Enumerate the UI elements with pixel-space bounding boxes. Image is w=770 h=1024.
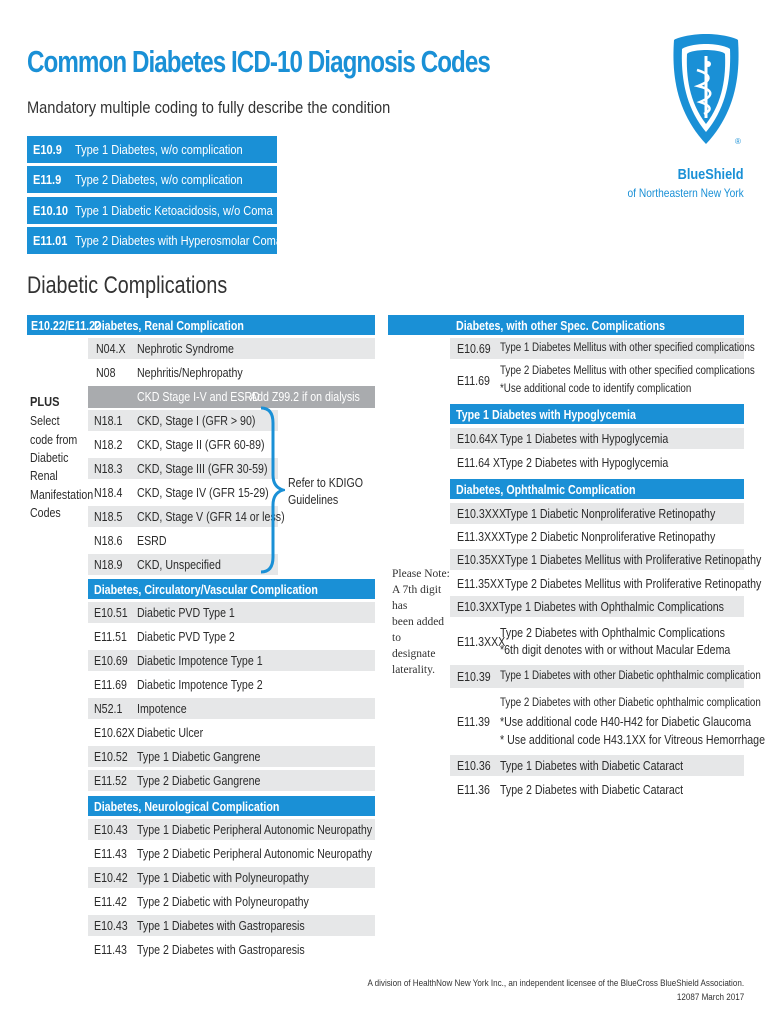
other-spec-title: Diabetes, with other Spec. Complications (456, 318, 666, 333)
code: E10.64X (457, 432, 498, 446)
note-line: A 7th digit has (392, 584, 442, 612)
description: Type 1 Diabetes with other Diabetic ophthalmic complication (500, 670, 761, 682)
description: Type 2 Diabetes with Diabetic Cataract (500, 783, 684, 797)
code: N52.1 (94, 702, 123, 716)
description: Type 1 Diabetic Nonproliferative Retinopathy (505, 507, 716, 521)
code: N18.5 (94, 510, 123, 524)
code: E10.9 (33, 142, 62, 157)
description: Type 1 Diabetes Mellitus with other specified complications (500, 342, 755, 354)
description: CKD, Stage IV (GFR 15-29) (137, 486, 269, 500)
registered-mark: ® (735, 137, 741, 146)
code: N18.4 (94, 486, 123, 500)
description: Type 1 Diabetic Gangrene (137, 750, 261, 764)
note-line: laterality. (392, 664, 435, 676)
code: N18.9 (94, 558, 123, 572)
description: Nephrotic Syndrome (137, 342, 234, 356)
code: E10.42 (94, 871, 128, 885)
description: ESRD (137, 534, 167, 548)
renal-header (27, 315, 375, 335)
neuro-title: Diabetes, Neurological Complication (94, 799, 280, 814)
code: E10.10 (33, 203, 69, 218)
note-line: Please Note: (392, 568, 450, 580)
description: * Use additional code H43.1XX for Vitreous Hemorrhage (500, 733, 765, 747)
description: Type 2 Diabetic Peripheral Autonomic Neuropathy (137, 847, 373, 861)
code: E11.36 (457, 783, 490, 797)
description: *6th digit denotes with or without Macular Edema (500, 643, 731, 657)
code: E11.64 X (457, 456, 500, 470)
code: E10.69 (94, 654, 128, 668)
top-code-row (27, 166, 277, 193)
description: *Use additional code H40-H42 for Diabetic Glaucoma (500, 715, 752, 729)
code: E11.3XXX (457, 530, 506, 544)
hypo-title: Type 1 Diabetes with Hypoglycemia (456, 407, 636, 422)
plus-text: Diabetic (30, 451, 69, 465)
kdigo-label: Refer to KDIGO (288, 476, 363, 490)
code: E10.43 (94, 919, 128, 933)
description: Type 2 Diabetic Gangrene (137, 774, 261, 788)
description: CKD, Stage III (GFR 30-59) (137, 462, 268, 476)
description: Type 1 Diabetes, w/o complication (75, 142, 243, 157)
code: E11.43 (94, 943, 127, 957)
page-title: Common Diabetes ICD-10 Diagnosis Codes (27, 44, 490, 79)
description: Type 2 Diabetes, w/o complication (75, 172, 243, 187)
plus-text: Select (30, 414, 60, 428)
code: E10.51 (94, 606, 128, 620)
hypo-header (450, 404, 744, 424)
note-line: been added to (392, 616, 445, 644)
laterality-note (392, 566, 452, 678)
description: Nephritis/Nephropathy (137, 366, 243, 380)
code: E10.36 (457, 759, 491, 773)
description: Impotence (137, 702, 187, 716)
page-subtitle: Mandatory multiple coding to fully describe the condition (27, 98, 391, 117)
description: CKD, Stage II (GFR 60-89) (137, 438, 265, 452)
code: E10.3XXX (457, 507, 507, 521)
kdigo-label: Guidelines (288, 493, 339, 507)
plus-text: code from (30, 433, 78, 447)
note-line: designate (392, 648, 436, 660)
code: E10.35XX (457, 553, 505, 567)
code: E11.3XXX (457, 635, 506, 649)
blueshield-logo-icon (670, 30, 742, 150)
description: Type 2 Diabetes with other Diabetic ophthalmic complication (500, 697, 761, 709)
ophth-header (450, 479, 744, 499)
code: E10.69 (457, 342, 491, 356)
plus-text: Manifestation (30, 488, 94, 502)
description: Diabetic Impotence Type 1 (137, 654, 263, 668)
code: E11.69 (94, 678, 127, 692)
other-spec-header (388, 315, 744, 335)
code: E10.52 (94, 750, 128, 764)
circulatory-title: Diabetes, Circulatory/Vascular Complication (94, 582, 318, 597)
code: N18.3 (94, 462, 123, 476)
ophth-title: Diabetes, Ophthalmic Complication (456, 482, 636, 497)
code: N04.X (96, 342, 126, 356)
description: *Use additional code to identify complication (500, 383, 692, 395)
top-code-row (27, 197, 277, 224)
code: E11.01 (33, 233, 68, 248)
bracket-icon (255, 405, 285, 580)
description: Type 2 Diabetes with Hyperosmolar Coma (75, 233, 282, 248)
neuro-header (88, 796, 375, 816)
renal-code: E10.22/E11.22 (31, 318, 101, 333)
code: N08 (96, 366, 116, 380)
logo-subtitle: of Northeastern New York (627, 186, 744, 200)
ckd-header-label: CKD Stage I-V and ESRD (137, 390, 260, 404)
code: E11.69 (457, 374, 490, 388)
plus-text: Codes (30, 506, 61, 520)
top-code-row (27, 136, 277, 163)
code: E10.62X (94, 726, 135, 740)
description: Diabetic PVD Type 1 (137, 606, 235, 620)
description: Type 1 Diabetes with Gastroparesis (137, 919, 305, 933)
plus-label: PLUS (30, 394, 60, 409)
code: E11.51 (94, 630, 127, 644)
description: Type 2 Diabetic Nonproliferative Retinopathy (505, 530, 716, 544)
description: CKD, Stage I (GFR > 90) (137, 414, 256, 428)
description: Type 1 Diabetic Ketoacidosis, w/o Coma (75, 203, 273, 218)
renal-title: Diabetes, Renal Complication (94, 318, 244, 333)
description: Diabetic Impotence Type 2 (137, 678, 263, 692)
code: N18.1 (94, 414, 123, 428)
code: E11.43 (94, 847, 127, 861)
ckd-note: Add Z99.2 if on dialysis (250, 390, 360, 404)
description: Type 2 Diabetes with Ophthalmic Complications (500, 626, 726, 640)
logo-name: BlueShield (678, 166, 744, 183)
description: Type 1 Diabetes with Hypoglycemia (500, 432, 669, 446)
footer-disclaimer: A division of HealthNow New York Inc., an independent licensee of the BlueCross BlueShield Association. (367, 978, 744, 989)
footer-date: 12087 March 2017 (676, 992, 744, 1003)
code: E11.39 (457, 715, 490, 729)
top-code-row (27, 227, 282, 254)
code: E10.43 (94, 823, 128, 837)
description: Type 2 Diabetes with Gastroparesis (137, 943, 305, 957)
code: N18.6 (94, 534, 123, 548)
description: Diabetic Ulcer (137, 726, 204, 740)
circulatory-header (88, 579, 375, 599)
code: E10.39 (457, 670, 491, 684)
plus-text: Renal (30, 469, 58, 483)
code: E11.35XX (457, 577, 505, 591)
description: Type 1 Diabetic with Polyneuropathy (137, 871, 309, 885)
code: E11.9 (33, 172, 62, 187)
code: E11.52 (94, 774, 127, 788)
description: Type 1 Diabetes Mellitus with Proliferative Retinopathy (505, 553, 762, 567)
code: E11.42 (94, 895, 127, 909)
description: Type 2 Diabetic with Polyneuropathy (137, 895, 309, 909)
description: CKD, Stage V (GFR 14 or less) (137, 510, 285, 524)
description: Diabetic PVD Type 2 (137, 630, 235, 644)
description: Type 1 Diabetic Peripheral Autonomic Neuropathy (137, 823, 373, 837)
description: Type 1 Diabetes with Diabetic Cataract (500, 759, 684, 773)
section-title: Diabetic Complications (27, 272, 228, 299)
code: E10.3XX (457, 600, 499, 614)
code: N18.2 (94, 438, 123, 452)
description: Type 2 Diabetes with Hypoglycemia (500, 456, 669, 470)
description: Type 2 Diabetes Mellitus with other specified complications (500, 365, 755, 377)
description: Type 1 Diabetes with Ophthalmic Complications (499, 600, 725, 614)
description: Type 2 Diabetes Mellitus with Proliferative Retinopathy (505, 577, 762, 591)
description: CKD, Unspecified (137, 558, 221, 572)
